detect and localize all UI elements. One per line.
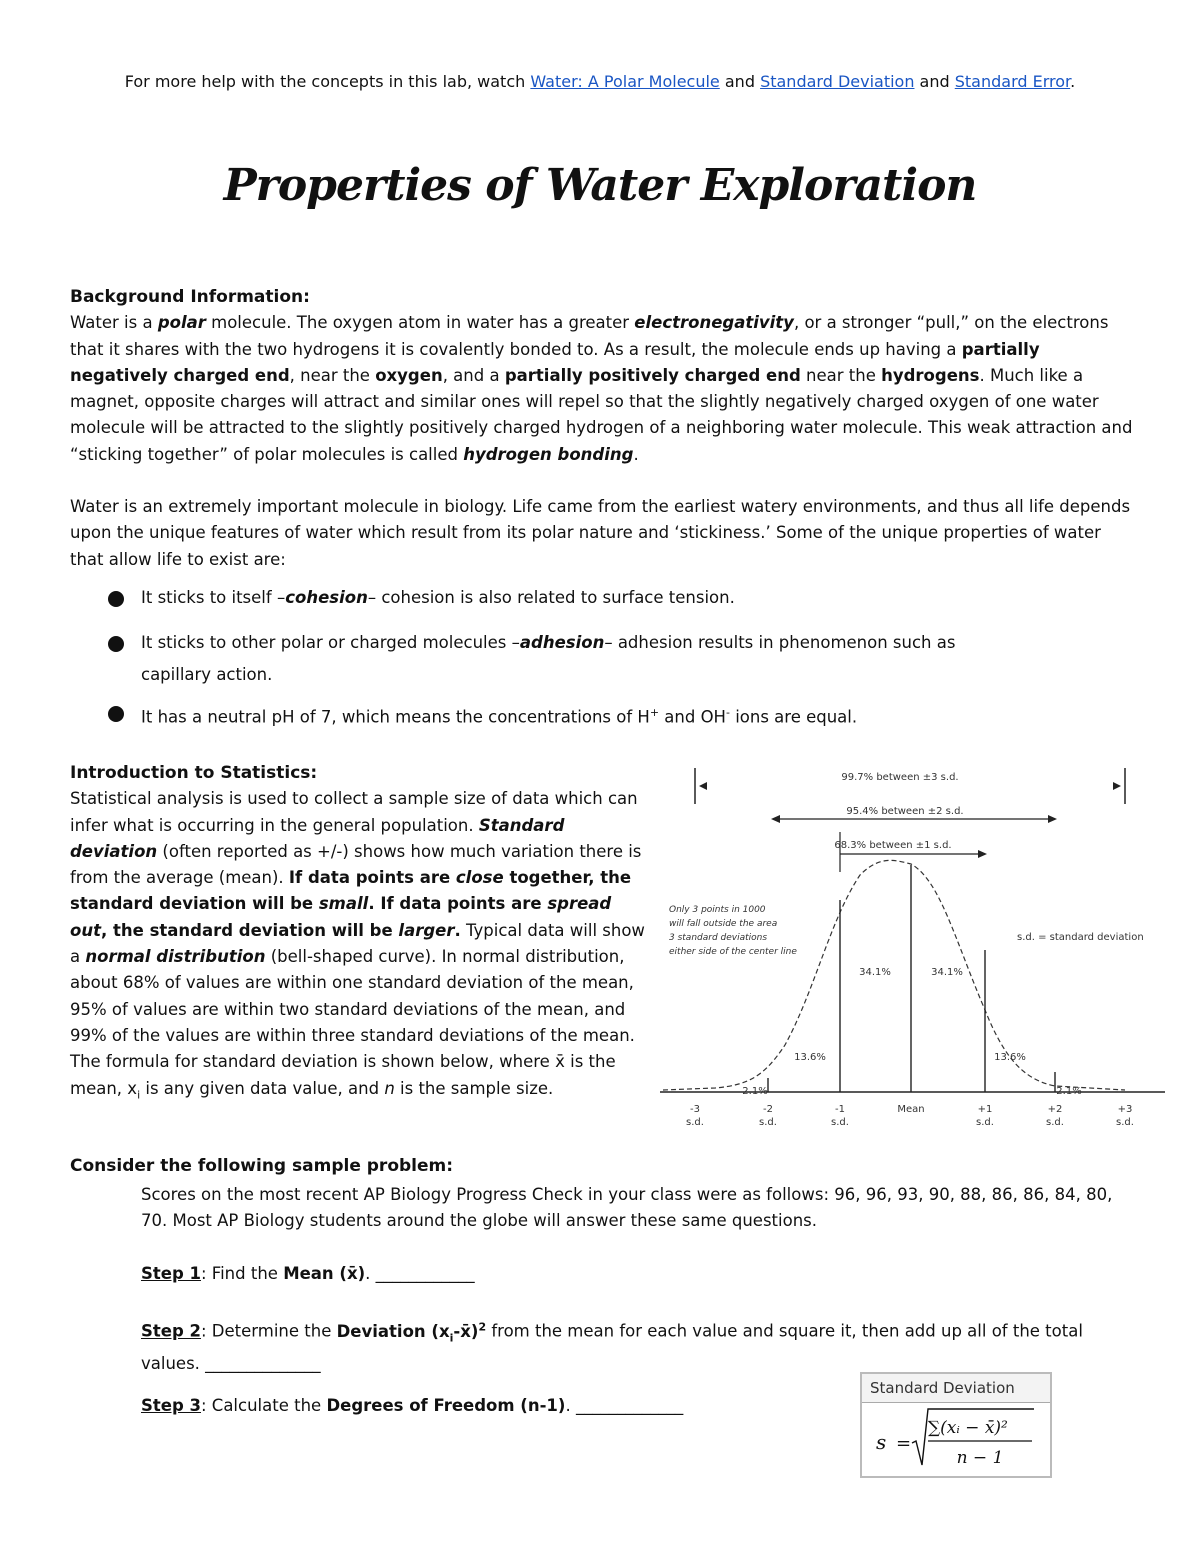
pct-13-right: 13.6%: [994, 1052, 1026, 1063]
symbol-xbar: x̄: [555, 1052, 565, 1072]
help-line: [0, 72, 1200, 91]
help-prefix: For more help with the concepts in this lab, watch: [124, 72, 531, 91]
tick-bottom: s.d.: [831, 1117, 849, 1128]
term-negative-end: partially negatively charged end: [70, 339, 1040, 385]
text: . Much like a magnet, opposite charges will attract and similar ones will repel so that the slightly negatively charged oxygen of one water molecule will be attracted to the slightly positively charged hydrogen of a neighboring water molecule. This weak attraction and “sticking together” of polar molecules is called: [70, 365, 1133, 464]
bullet-ph: [141, 697, 857, 734]
background-section: [70, 284, 1135, 573]
text: (often reported as +/-) shows how much variation there is from the average (mean).: [70, 841, 642, 888]
arrow-left-3sd: [699, 782, 707, 790]
bell-curve: [663, 860, 1125, 1090]
bullet-dot: [108, 706, 124, 722]
text: .: [454, 920, 461, 940]
text: .: [633, 444, 639, 464]
text: – cohesion is also related to surface tension.: [367, 588, 735, 607]
formula-header: Standard Deviation: [862, 1374, 1050, 1403]
text: Typical data will show a: [70, 920, 645, 967]
step-1: [141, 1261, 475, 1287]
link-water-polar-molecule[interactable]: Water: A Polar Molecule: [530, 72, 720, 91]
text: , near the: [289, 365, 376, 385]
text: – adhesion results in phenomenon such as: [604, 633, 956, 652]
arrow-right-3sd: [1113, 782, 1121, 790]
term-adhesion: adhesion: [519, 633, 605, 652]
note-line: will fall outside the area: [669, 919, 778, 929]
term-cohesion: cohesion: [285, 588, 368, 607]
tick-bottom: s.d.: [686, 1117, 704, 1128]
term-standard-deviation: Standard deviation: [70, 815, 565, 861]
answer-blank: . _____________: [565, 1396, 684, 1415]
text: , or a stronger “pull,” on the electrons that it shares with the two hydrogens it is covalently bonded to. As a result, the molecule ends up having a: [70, 313, 1109, 359]
link-standard-error[interactable]: Standard Error: [954, 72, 1071, 91]
bullet-cohesion: [141, 582, 735, 614]
text: together, the standard deviation will be: [70, 868, 632, 914]
formula-equation: [862, 1403, 1050, 1475]
arrow-left-2sd: [771, 815, 780, 823]
term-small: small: [318, 894, 369, 914]
text: Water is a: [70, 313, 158, 333]
bullet-dot: [108, 636, 124, 652]
text: (bell-shaped curve). In normal distribution, about 68% of values are within one standard deviation of the mean, 95% of values are within two standard deviations of the mean, and 99% of the values are within three standard deviations of the mean. The formula for standard deviation is shown below, where: [70, 947, 635, 1072]
tick-top: -1: [835, 1104, 845, 1115]
range-68-label: 68.3% between ±1 s.d.: [834, 840, 952, 851]
symbol-n: n: [384, 1078, 395, 1098]
formula-equals: =: [896, 1433, 912, 1454]
step-2: [141, 1314, 1101, 1377]
note-line: 3 standard deviations: [669, 933, 768, 943]
page-title: Properties of Water Exploration: [223, 160, 977, 211]
tick-top: -2: [763, 1104, 773, 1115]
step-label: Step 2: [141, 1321, 201, 1341]
text: It has a neutral pH of 7, which means the concentrations of H: [141, 707, 650, 727]
background-paragraph-1: [70, 310, 1135, 468]
text: Statistical analysis is used to collect a sample size of data which can infer what is occurring in the general population.: [70, 789, 638, 835]
problem-text: Scores on the most recent AP Biology Progress Check in your class were as follows: 96, 96, 93, 90, 88, 86, 86, 84, 80, 70. Most AP Biology students around the globe will answer these same questions.: [141, 1185, 1113, 1231]
help-and: and: [719, 72, 761, 91]
text: capillary action.: [141, 665, 273, 684]
text: from the mean for each value and square it, then add up all of the total values. ______________: [141, 1321, 1083, 1373]
superscript: +: [649, 706, 660, 719]
step-3: [141, 1393, 683, 1419]
term-mean: Mean (x̄): [283, 1264, 366, 1283]
help-suffix: .: [1070, 72, 1076, 91]
sd-note: s.d. = standard deviation: [1017, 932, 1144, 943]
term-hydrogen-bonding: hydrogen bonding: [463, 444, 634, 464]
tick-bottom: s.d.: [1046, 1117, 1064, 1128]
term-deviation: Deviation (x: [336, 1321, 450, 1341]
arrow-right-1sd: [978, 850, 987, 858]
tick-top: -3: [690, 1104, 700, 1115]
standard-deviation-formula: [860, 1372, 1052, 1478]
text: , the standard deviation will be: [100, 920, 399, 940]
text: : Find the: [201, 1264, 284, 1283]
text: : Determine the: [201, 1321, 337, 1341]
text: , and a: [442, 365, 505, 385]
formula-denominator: n − 1: [956, 1448, 1004, 1468]
note-line: either side of the center line: [669, 947, 797, 957]
text: is the mean, x: [70, 1052, 616, 1098]
term-degrees-of-freedom: Degrees of Freedom (n-1): [326, 1396, 566, 1415]
step-label: Step 3: [141, 1396, 201, 1415]
link-standard-deviation[interactable]: Standard Deviation: [760, 72, 915, 91]
normal-distribution-diagram: [655, 760, 1170, 1132]
spacer: [70, 468, 1135, 494]
pct-34-left: 34.1%: [859, 967, 891, 978]
pct-2-left: 2.1%: [742, 1086, 768, 1097]
answer-blank: . ____________: [365, 1264, 475, 1283]
subscript: i: [137, 1087, 141, 1101]
range-95-label: 95.4% between ±2 s.d.: [846, 806, 964, 817]
text: ions are equal.: [729, 707, 858, 727]
pct-13-left: 13.6%: [794, 1052, 826, 1063]
statistics-paragraph: [70, 786, 650, 1108]
text: It sticks to other polar or charged molecules –: [141, 633, 520, 652]
term-spread-out: spread out: [70, 894, 612, 940]
arrow-right-2sd: [1048, 815, 1057, 823]
note-line: Only 3 points in 1000: [669, 905, 766, 915]
tick-bottom: s.d.: [1116, 1117, 1134, 1128]
pct-34-right: 34.1%: [931, 967, 963, 978]
text: . If data points are: [368, 894, 548, 914]
problem-heading: Consider the following sample problem:: [70, 1156, 454, 1176]
background-heading: Background Information:: [70, 287, 310, 307]
tick-top: Mean: [897, 1104, 925, 1115]
superscript: 2: [478, 1320, 487, 1333]
term-oxygen: oxygen: [375, 365, 443, 385]
term-hydrogens: hydrogens: [881, 365, 980, 385]
help-and: and: [914, 72, 955, 91]
range-99-label: 99.7% between ±3 s.d.: [841, 772, 959, 783]
background-paragraph-2: Water is an extremely important molecule in biology. Life came from the earliest watery environments, and thus all life depends upon the unique features of water which result from its polar nature and ‘stickiness.’ Some of the unique properties of water that allow life to exist are:: [70, 497, 1131, 569]
tick-bottom: s.d.: [976, 1117, 994, 1128]
text: It sticks to itself –: [141, 588, 286, 607]
bullet-adhesion: [141, 627, 955, 691]
text: and OH: [659, 707, 726, 727]
text: molecule. The oxygen atom in water has a greater: [205, 313, 635, 333]
text: : Calculate the: [201, 1396, 327, 1415]
term-electronegativity: electronegativity: [634, 313, 794, 333]
tick-top: +2: [1047, 1104, 1063, 1115]
text: If data points are: [288, 868, 456, 888]
term-close: close: [455, 868, 504, 888]
superscript: -: [725, 706, 730, 719]
tick-top: +3: [1117, 1104, 1133, 1115]
text: ): [470, 1321, 479, 1341]
statistics-heading: Introduction to Statistics:: [70, 763, 318, 783]
text: near the: [800, 365, 882, 385]
subscript: i: [449, 1330, 454, 1344]
term-polar: polar: [157, 313, 206, 333]
term-larger: larger: [398, 920, 455, 940]
text: is any given data value, and: [140, 1078, 385, 1098]
term-positive-end: partially positively charged end: [504, 365, 801, 385]
tick-bottom: s.d.: [759, 1117, 777, 1128]
term-normal-distribution: normal distribution: [85, 947, 266, 967]
formula-s: s: [876, 1430, 887, 1454]
formula-numerator: ∑(xᵢ − x̄)²: [928, 1418, 1008, 1438]
text: is the sample size.: [394, 1078, 554, 1098]
step-label: Step 1: [141, 1264, 201, 1283]
bullet-dot: [108, 591, 124, 607]
term-deviation: -x̄: [453, 1321, 471, 1341]
statistics-section: [70, 760, 650, 1108]
tick-top: +1: [977, 1104, 993, 1115]
pct-2-right: 2.1%: [1056, 1086, 1082, 1097]
